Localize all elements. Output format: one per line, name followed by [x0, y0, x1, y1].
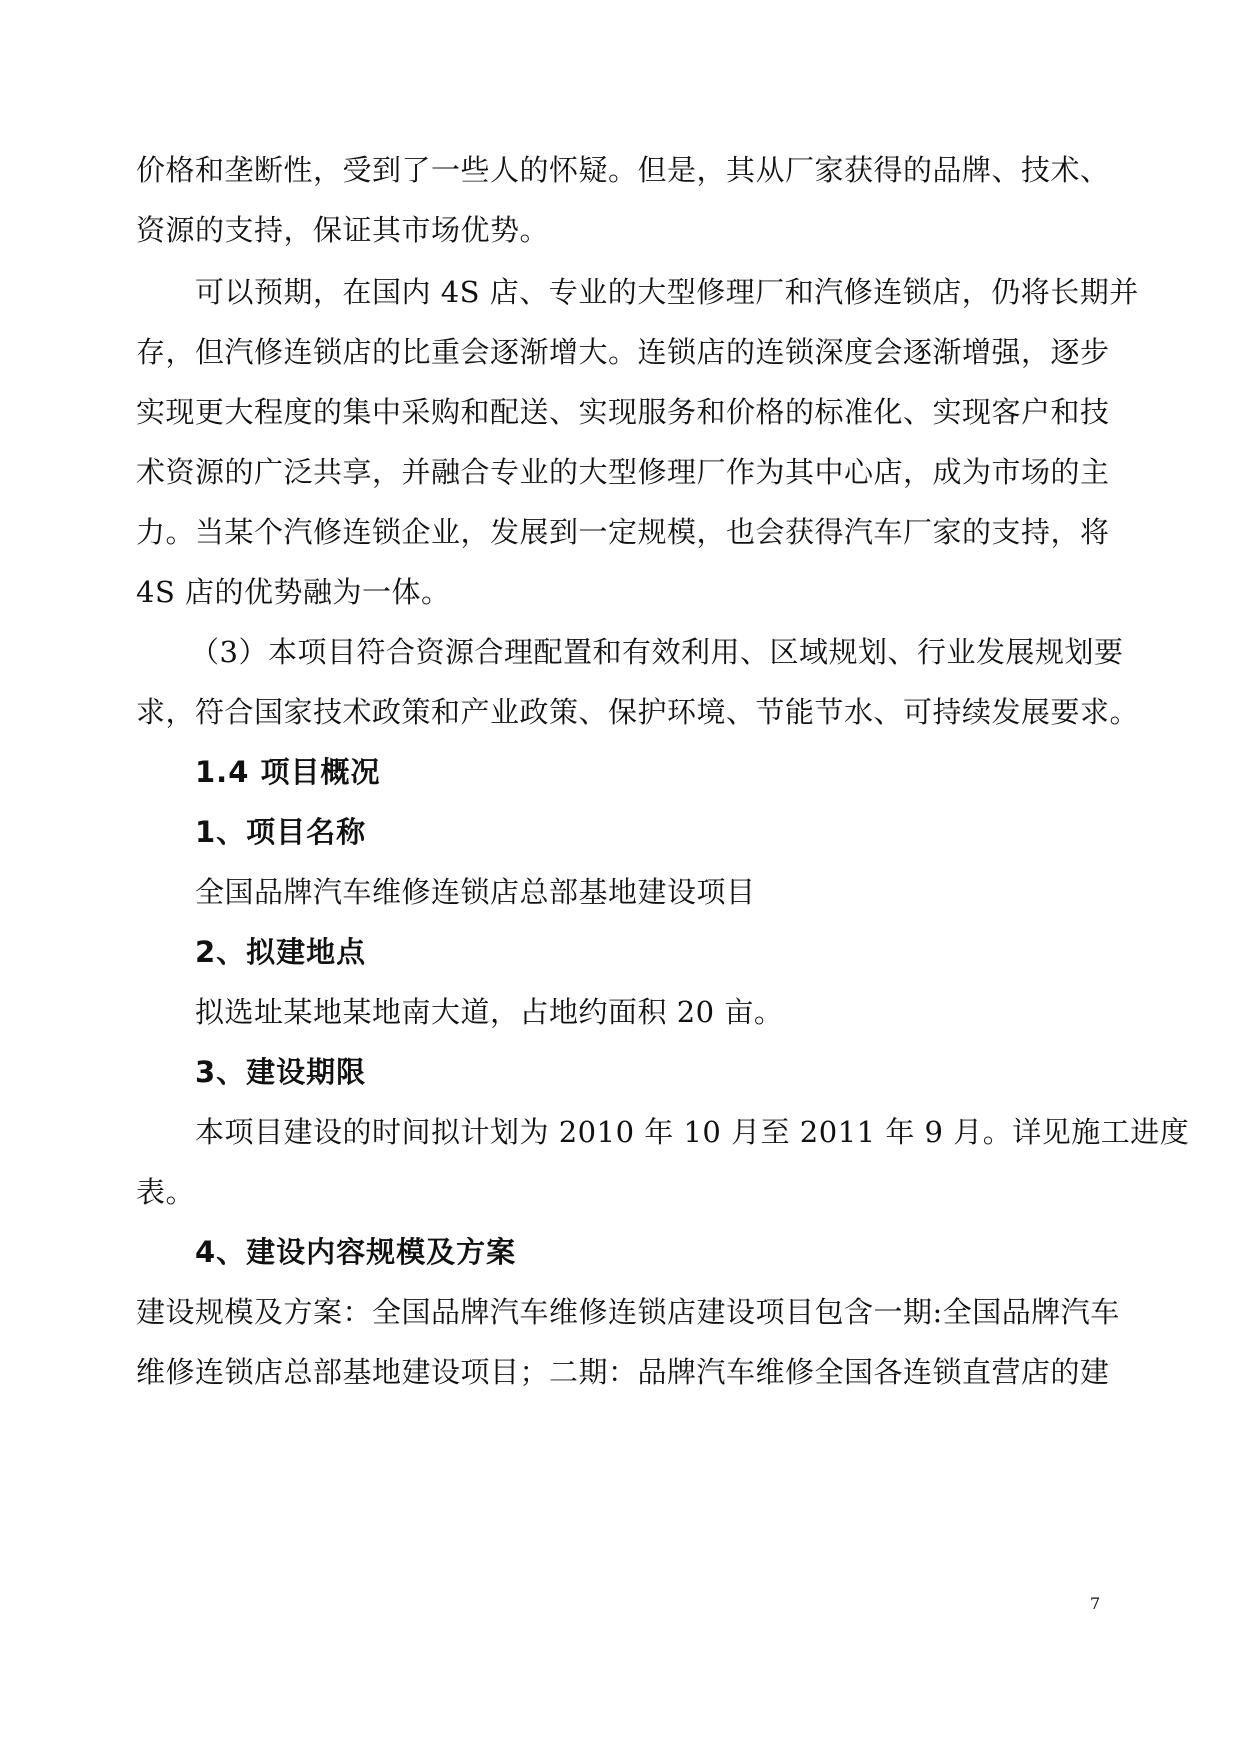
paragraph-line: 存，但汽修连锁店的比重会逐渐增大。连锁店的连锁深度会逐渐增强，逐步: [136, 335, 1110, 369]
paragraph-line: 可以预期，在国内 4S 店、专业的大型修理厂和汽修连锁店，仍将长期并: [195, 275, 1139, 309]
paragraph-line: 求，符合国家技术政策和产业政策、保护环境、节能节水、可持续发展要求。: [136, 695, 1140, 729]
paragraph-line: （3）本项目符合资源合理配置和有效利用、区域规划、行业发展规划要: [190, 635, 1124, 669]
paragraph-line: 4S 店的优势融为一体。: [136, 575, 451, 609]
paragraph-line: 资源的支持，保证其市场优势。: [136, 213, 550, 247]
paragraph-line: 术资源的广泛共享，并融合专业的大型修理厂作为其中心店，成为市场的主: [136, 455, 1110, 489]
page-number: 7: [1090, 1594, 1101, 1613]
paragraph-line: 表。: [136, 1175, 196, 1209]
paragraph-line: 建设规模及方案：全国品牌汽车维修连锁店建设项目包含一期:全国品牌汽车: [136, 1295, 1120, 1329]
subsection-heading: 3、建设期限: [195, 1055, 367, 1089]
subsection-heading: 4、建设内容规模及方案: [195, 1235, 517, 1269]
paragraph-line: 价格和垄断性，受到了一些人的怀疑。但是，其从厂家获得的品牌、技术、: [136, 153, 1110, 187]
paragraph-line: 维修连锁店总部基地建设项目；二期：品牌汽车维修全国各连锁直营店的建: [136, 1355, 1110, 1389]
paragraph-line: 实现更大程度的集中采购和配送、实现服务和价格的标准化、实现客户和技: [136, 395, 1110, 429]
subsection-heading: 1、项目名称: [195, 815, 367, 849]
paragraph-line: 全国品牌汽车维修连锁店总部基地建设项目: [195, 875, 756, 909]
paragraph-line: 力。当某个汽修连锁企业，发展到一定规模，也会获得汽车厂家的支持，将: [136, 515, 1110, 549]
paragraph-line: 拟选址某地某地南大道，占地约面积 20 亩。: [195, 995, 784, 1029]
subsection-heading: 2、拟建地点: [195, 935, 367, 969]
section-heading: 1.4 项目概况: [195, 755, 381, 789]
paragraph-line: 本项目建设的时间拟计划为 2010 年 10 月至 2011 年 9 月。详见施工进度: [195, 1115, 1190, 1149]
